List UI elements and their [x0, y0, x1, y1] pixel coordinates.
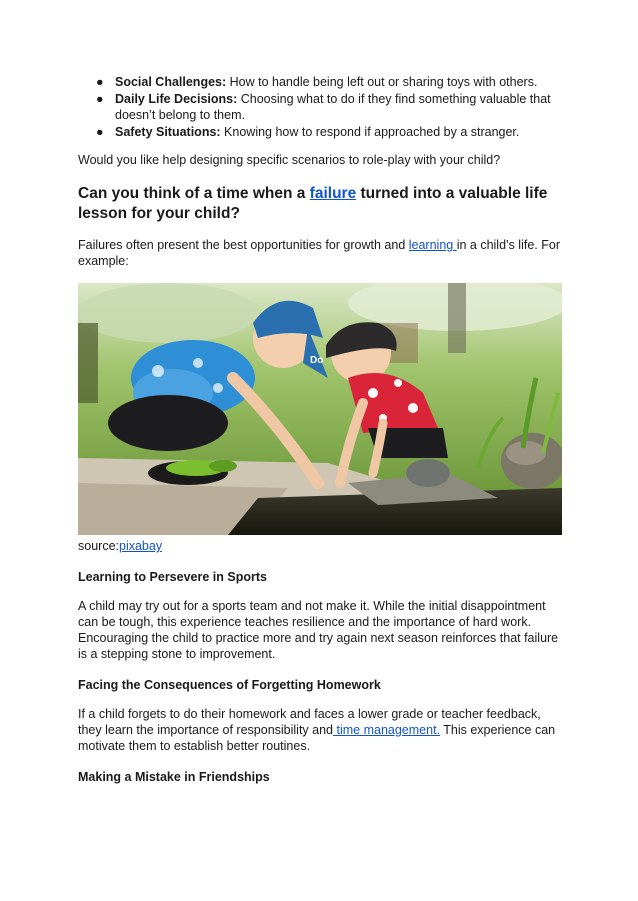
section-body-sports: A child may try out for a sports team and not make it. While the initial disappointment can be tough, this experience teaches resilience and the importance of hard work. Encouraging the child to practice more and try again next season reinforces that failure is a stepping stone to improvement. [78, 599, 559, 661]
heading-text-before: Can you think of a time when a [78, 185, 310, 202]
bullet-text: How to handle being left out or sharing toys with others. [226, 75, 538, 89]
section-title-homework: Facing the Consequences of Forgetting Homework [78, 678, 381, 692]
section-title-friendships: Making a Mistake in Friendships [78, 770, 270, 784]
children-photo [78, 283, 562, 535]
time-management-link[interactable]: time management. [333, 723, 441, 737]
intro-text-before: Failures often present the best opportunities for growth and [78, 238, 409, 252]
bullet-icon: ● [96, 125, 104, 139]
intro-paragraph [78, 237, 562, 269]
section-body-homework [78, 706, 562, 754]
intro-text-after: in a child’s life. For example: [78, 238, 560, 268]
list-item [78, 124, 562, 140]
document-page [78, 74, 562, 785]
bullet-label: Social Challenges: [115, 75, 227, 89]
homework-text-after: This experience can motivate them to establish better routines. [78, 723, 556, 753]
cap-text: Do [310, 355, 324, 366]
bullet-icon: ● [96, 92, 104, 106]
heading-text-after: turned into a valuable life lesson for your child? [78, 185, 548, 222]
failure-link[interactable]: failure [309, 185, 357, 202]
image-source [78, 538, 562, 554]
question-paragraph: Would you like help designing specific scenarios to role-play with your child? [78, 153, 501, 167]
bullet-list [78, 74, 562, 140]
list-item [78, 91, 562, 123]
list-item [78, 74, 562, 90]
learning-link[interactable]: learning [408, 238, 457, 252]
pixabay-link[interactable]: pixabay [119, 539, 163, 553]
section-title-sports: Learning to Persevere in Sports [78, 570, 267, 584]
bullet-icon: ● [96, 75, 104, 89]
bullet-text: Knowing how to respond if approached by a stranger. [220, 125, 520, 139]
source-label: source: [78, 539, 119, 553]
bullet-label: Safety Situations: [115, 125, 221, 139]
bullet-label: Daily Life Decisions: [115, 92, 238, 106]
bullet-text: Choosing what to do if they find something valuable that doesn’t belong to them. [115, 92, 551, 122]
homework-text-before: If a child forgets to do their homework and faces a lower grade or teacher feedback, they learn the importance of responsibility and [78, 707, 541, 737]
section-heading [78, 184, 562, 224]
